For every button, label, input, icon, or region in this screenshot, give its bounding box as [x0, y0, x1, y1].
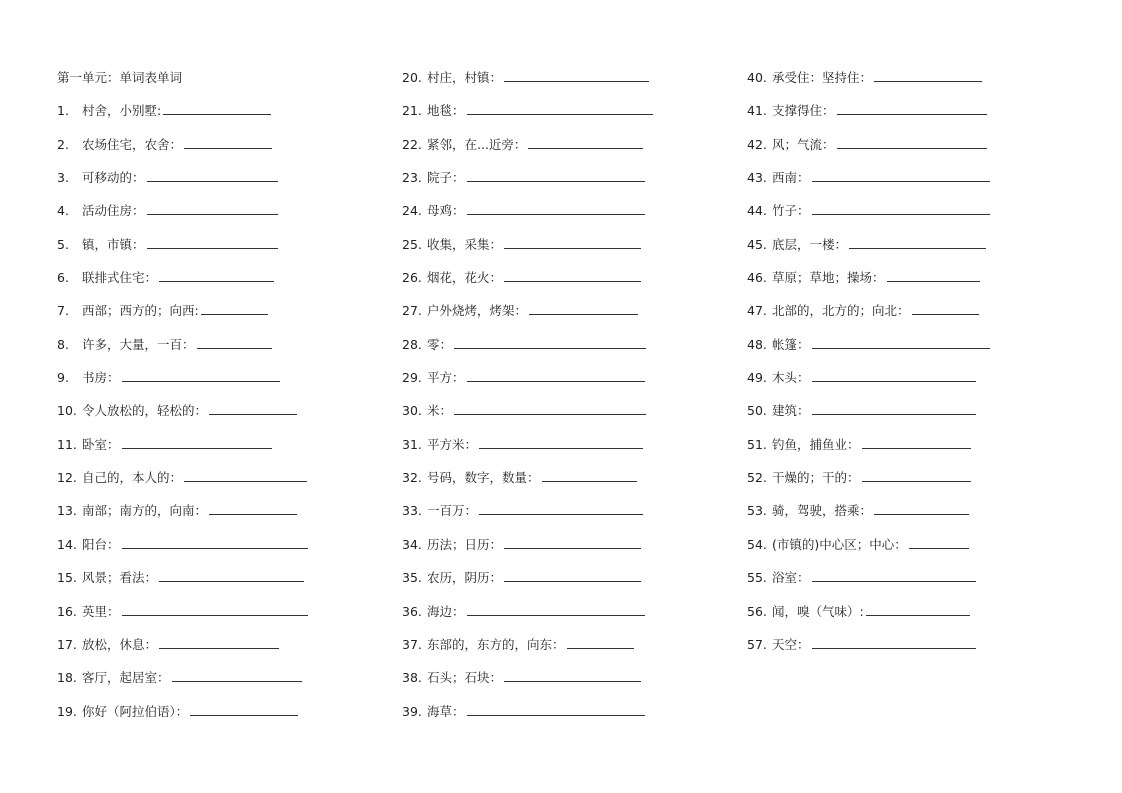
item-number: 54. [747, 536, 767, 552]
vocab-item [402, 497, 722, 530]
item-prompt: 联排式住宅： [82, 270, 158, 286]
item-prompt: 东部的，东方的，向东： [427, 636, 565, 652]
vocab-item [57, 331, 377, 364]
answer-blank[interactable] [812, 201, 990, 215]
item-prompt: 活动住房： [82, 203, 145, 219]
answer-blank[interactable] [209, 501, 297, 515]
item-prompt: 支撑得住： [772, 103, 835, 119]
answer-blank[interactable] [812, 335, 990, 349]
vocab-item [57, 364, 377, 397]
item-number: 12. [57, 470, 77, 486]
answer-blank[interactable] [479, 501, 643, 515]
item-number: 7. [57, 303, 69, 319]
answer-blank[interactable] [812, 568, 976, 582]
vocab-item [747, 197, 1067, 230]
vocab-item [402, 164, 722, 197]
item-number: 16. [57, 603, 77, 619]
item-prompt: 可移动的： [82, 170, 145, 186]
vocab-item [57, 631, 377, 664]
item-number: 6. [57, 270, 69, 286]
item-number: 45. [747, 236, 767, 252]
answer-blank[interactable] [172, 668, 302, 682]
vocab-item [402, 231, 722, 264]
vocab-item [402, 331, 722, 364]
item-prompt: 草原；草地；操场： [772, 270, 885, 286]
vocab-item [402, 464, 722, 497]
vocab-item [747, 264, 1067, 297]
item-number: 13. [57, 503, 77, 519]
column-1 [57, 64, 377, 731]
item-number: 49. [747, 370, 767, 386]
item-prompt: 西南： [772, 170, 810, 186]
item-prompt: 干燥的；干的： [772, 470, 860, 486]
item-number: 9. [57, 370, 69, 386]
item-number: 2. [57, 136, 69, 152]
item-prompt: 卧室： [82, 436, 120, 452]
answer-blank[interactable] [567, 635, 634, 649]
answer-blank[interactable] [467, 702, 645, 716]
item-number: 17. [57, 636, 77, 652]
item-number: 5. [57, 236, 69, 252]
item-prompt: 母鸡： [427, 203, 465, 219]
item-number: 52. [747, 470, 767, 486]
answer-blank[interactable] [479, 435, 643, 449]
answer-blank[interactable] [467, 101, 653, 115]
item-number: 28. [402, 336, 422, 352]
item-number: 51. [747, 436, 767, 452]
answer-blank[interactable] [504, 68, 649, 82]
item-prompt: 号码，数字，数量： [427, 470, 540, 486]
item-prompt: 海草： [427, 703, 465, 719]
answer-blank[interactable] [159, 568, 304, 582]
vocab-item [402, 197, 722, 230]
vocab-item [57, 397, 377, 430]
vocab-item [57, 231, 377, 264]
answer-blank[interactable] [862, 435, 971, 449]
item-number: 48. [747, 336, 767, 352]
item-number: 24. [402, 203, 422, 219]
item-prompt: 烟花，花火： [427, 270, 503, 286]
answer-blank[interactable] [184, 135, 272, 149]
answer-blank[interactable] [147, 168, 278, 182]
vocab-item [57, 131, 377, 164]
column-2 [402, 64, 722, 731]
answer-blank[interactable] [529, 301, 638, 315]
item-prompt: 英里： [82, 603, 120, 619]
item-number: 20. [402, 70, 422, 85]
item-prompt: 零： [427, 336, 453, 352]
item-number: 30. [402, 403, 422, 419]
item-number: 36. [402, 603, 422, 619]
item-prompt: 一百万： [427, 503, 478, 519]
answer-blank[interactable] [862, 468, 971, 482]
vocab-item [747, 397, 1067, 430]
vocab-item [747, 64, 1067, 97]
answer-blank[interactable] [147, 235, 278, 249]
answer-blank[interactable] [467, 168, 645, 182]
item-number: 18. [57, 670, 77, 686]
item-number: 25. [402, 236, 422, 252]
vocab-item [402, 431, 722, 464]
item-prompt: 木头： [772, 370, 810, 386]
item-number: 21. [402, 103, 422, 119]
vocab-item [747, 97, 1067, 130]
item-number: 50. [747, 403, 767, 419]
answer-blank[interactable] [467, 368, 645, 382]
answer-blank[interactable] [454, 401, 646, 415]
vocab-item [747, 631, 1067, 664]
item-prompt: 收集，采集： [427, 236, 503, 252]
answer-blank[interactable] [504, 268, 641, 282]
item-number: 43. [747, 170, 767, 186]
vocab-item [57, 431, 377, 464]
answer-blank[interactable] [528, 135, 643, 149]
item-number: 14. [57, 536, 77, 552]
answer-blank[interactable] [184, 468, 307, 482]
item-number: 34. [402, 536, 422, 552]
item-prompt: 你好（阿拉伯语）： [82, 703, 189, 719]
item-prompt: 平方： [427, 370, 465, 386]
vocab-item [747, 497, 1067, 530]
item-number: 1. [57, 103, 69, 119]
vocab-item [747, 331, 1067, 364]
vocab-item [747, 598, 1067, 631]
vocab-item [402, 397, 722, 430]
item-prompt: 浴室： [772, 570, 810, 586]
item-number: 47. [747, 303, 767, 319]
vocab-item [402, 664, 722, 697]
answer-blank[interactable] [837, 101, 987, 115]
answer-blank[interactable] [147, 201, 278, 215]
vocab-item [402, 64, 722, 97]
item-prompt: 米： [427, 403, 453, 419]
answer-blank[interactable] [122, 535, 308, 549]
answer-blank[interactable] [812, 168, 990, 182]
answer-blank[interactable] [159, 268, 274, 282]
item-prompt: 石头；石块： [427, 670, 503, 686]
item-number: 4. [57, 203, 69, 219]
item-prompt: 放松，休息： [82, 636, 158, 652]
item-prompt: 村舍，小别墅: [82, 103, 162, 119]
item-number: 3. [57, 170, 69, 186]
vocab-item [57, 497, 377, 530]
vocab-item [57, 464, 377, 497]
answer-blank[interactable] [812, 401, 976, 415]
item-number: 53. [747, 503, 767, 519]
item-prompt: 竹子： [772, 203, 810, 219]
vocab-item [402, 531, 722, 564]
vocab-item [402, 131, 722, 164]
item-prompt: 承受住：坚持住： [772, 70, 873, 85]
answer-blank[interactable] [874, 68, 982, 82]
item-number: 26. [402, 270, 422, 286]
item-prompt: 西部；西方的；向西: [82, 303, 199, 319]
item-prompt: 户外烧烤，烤架： [427, 303, 528, 319]
vocab-item [747, 564, 1067, 597]
answer-blank[interactable] [812, 635, 976, 649]
answer-blank[interactable] [542, 468, 637, 482]
item-number: 55. [747, 570, 767, 586]
item-prompt: 风；气流： [772, 136, 835, 152]
vocab-item [402, 631, 722, 664]
item-number: 46. [747, 270, 767, 286]
vocab-item [747, 164, 1067, 197]
item-prompt: 北部的，北方的；向北： [772, 303, 910, 319]
vocab-item [747, 531, 1067, 564]
item-number: 31. [402, 436, 422, 452]
vocab-item [747, 131, 1067, 164]
item-number: 29. [402, 370, 422, 386]
answer-blank[interactable] [122, 368, 280, 382]
item-number: 56. [747, 603, 767, 619]
answer-blank[interactable] [887, 268, 980, 282]
item-prompt: 自己的，本人的： [82, 470, 183, 486]
answer-blank[interactable] [504, 535, 641, 549]
item-prompt: 客厅，起居室： [82, 670, 170, 686]
vocab-item [57, 264, 377, 297]
answer-blank[interactable] [866, 602, 970, 616]
answer-blank[interactable] [201, 301, 268, 315]
item-number: 27. [402, 303, 422, 319]
answer-blank[interactable] [467, 201, 645, 215]
answer-blank[interactable] [122, 602, 308, 616]
answer-blank[interactable] [874, 501, 969, 515]
vocab-item [57, 297, 377, 330]
item-number: 10. [57, 403, 77, 419]
vocab-item [747, 464, 1067, 497]
item-number: 8. [57, 336, 69, 352]
vocab-item [402, 698, 722, 731]
item-number: 11. [57, 436, 77, 452]
item-prompt: 阳台： [82, 536, 120, 552]
item-prompt: 底层，一楼： [772, 236, 848, 252]
item-prompt: 天空： [772, 636, 810, 652]
vocab-item [747, 297, 1067, 330]
item-number: 37. [402, 636, 422, 652]
item-number: 41. [747, 103, 767, 119]
vocab-item [57, 164, 377, 197]
vocab-item [57, 698, 377, 731]
vocab-item [747, 231, 1067, 264]
item-prompt: 令人放松的，轻松的： [82, 403, 208, 419]
item-prompt: 紧邻，在...近旁： [427, 136, 527, 152]
item-number: 19. [57, 703, 77, 719]
item-prompt: 帐篷： [772, 336, 810, 352]
answer-blank[interactable] [504, 568, 641, 582]
item-number: 32. [402, 470, 422, 486]
item-prompt: 镇，市镇： [82, 236, 145, 252]
answer-blank[interactable] [197, 335, 272, 349]
vocab-item [402, 598, 722, 631]
vocab-item [402, 564, 722, 597]
answer-blank[interactable] [159, 635, 279, 649]
item-prompt: 农历，阴历： [427, 570, 503, 586]
answer-blank[interactable] [163, 101, 271, 115]
answer-blank[interactable] [909, 535, 969, 549]
item-prompt: (市镇的)中心区；中心： [772, 536, 907, 552]
item-prompt: 闻，嗅（气味）: [772, 603, 864, 619]
answer-blank[interactable] [209, 401, 297, 415]
vocab-item [402, 364, 722, 397]
answer-blank[interactable] [812, 368, 976, 382]
vocab-item [57, 598, 377, 631]
item-number: 35. [402, 570, 422, 586]
item-prompt: 骑，驾驶，搭乘： [772, 503, 873, 519]
item-number: 33. [402, 503, 422, 519]
item-prompt: 南部；南方的，向南： [82, 503, 208, 519]
item-prompt: 地毯： [427, 103, 465, 119]
vocab-item [402, 97, 722, 130]
vocab-item [747, 431, 1067, 464]
item-prompt: 风景；看法： [82, 570, 158, 586]
answer-blank[interactable] [190, 702, 298, 716]
item-prompt: 村庄，村镇： [427, 70, 503, 85]
item-number: 23. [402, 170, 422, 186]
item-number: 44. [747, 203, 767, 219]
answer-blank[interactable] [122, 435, 272, 449]
item-prompt: 建筑： [772, 403, 810, 419]
item-number: 42. [747, 136, 767, 152]
worksheet-title [57, 64, 377, 97]
item-number: 57. [747, 636, 767, 652]
vocab-item [57, 564, 377, 597]
vocab-item [57, 97, 377, 130]
item-prompt: 海边： [427, 603, 465, 619]
item-number: 22. [402, 136, 422, 152]
item-number: 39. [402, 703, 422, 719]
answer-blank[interactable] [454, 335, 646, 349]
worksheet-title-text: 第一单元：单词表单词 [57, 70, 183, 85]
item-prompt: 钓鱼，捕鱼业： [772, 436, 860, 452]
answer-blank[interactable] [504, 668, 641, 682]
item-prompt: 农场住宅，农舍： [82, 136, 183, 152]
answer-blank[interactable] [467, 602, 645, 616]
item-number: 40. [747, 70, 767, 85]
item-prompt: 历法；日历： [427, 536, 503, 552]
answer-blank[interactable] [849, 235, 986, 249]
vocab-item [57, 664, 377, 697]
vocab-item [747, 364, 1067, 397]
column-3 [747, 64, 1067, 664]
answer-blank[interactable] [504, 235, 641, 249]
item-prompt: 书房： [82, 370, 120, 386]
vocab-item [402, 264, 722, 297]
vocab-item [402, 297, 722, 330]
answer-blank[interactable] [837, 135, 987, 149]
item-number: 15. [57, 570, 77, 586]
vocab-item [57, 531, 377, 564]
item-number: 38. [402, 670, 422, 686]
item-prompt: 院子： [427, 170, 465, 186]
vocab-item [57, 197, 377, 230]
item-prompt: 平方米： [427, 436, 478, 452]
answer-blank[interactable] [912, 301, 979, 315]
item-prompt: 许多，大量，一百： [82, 336, 195, 352]
